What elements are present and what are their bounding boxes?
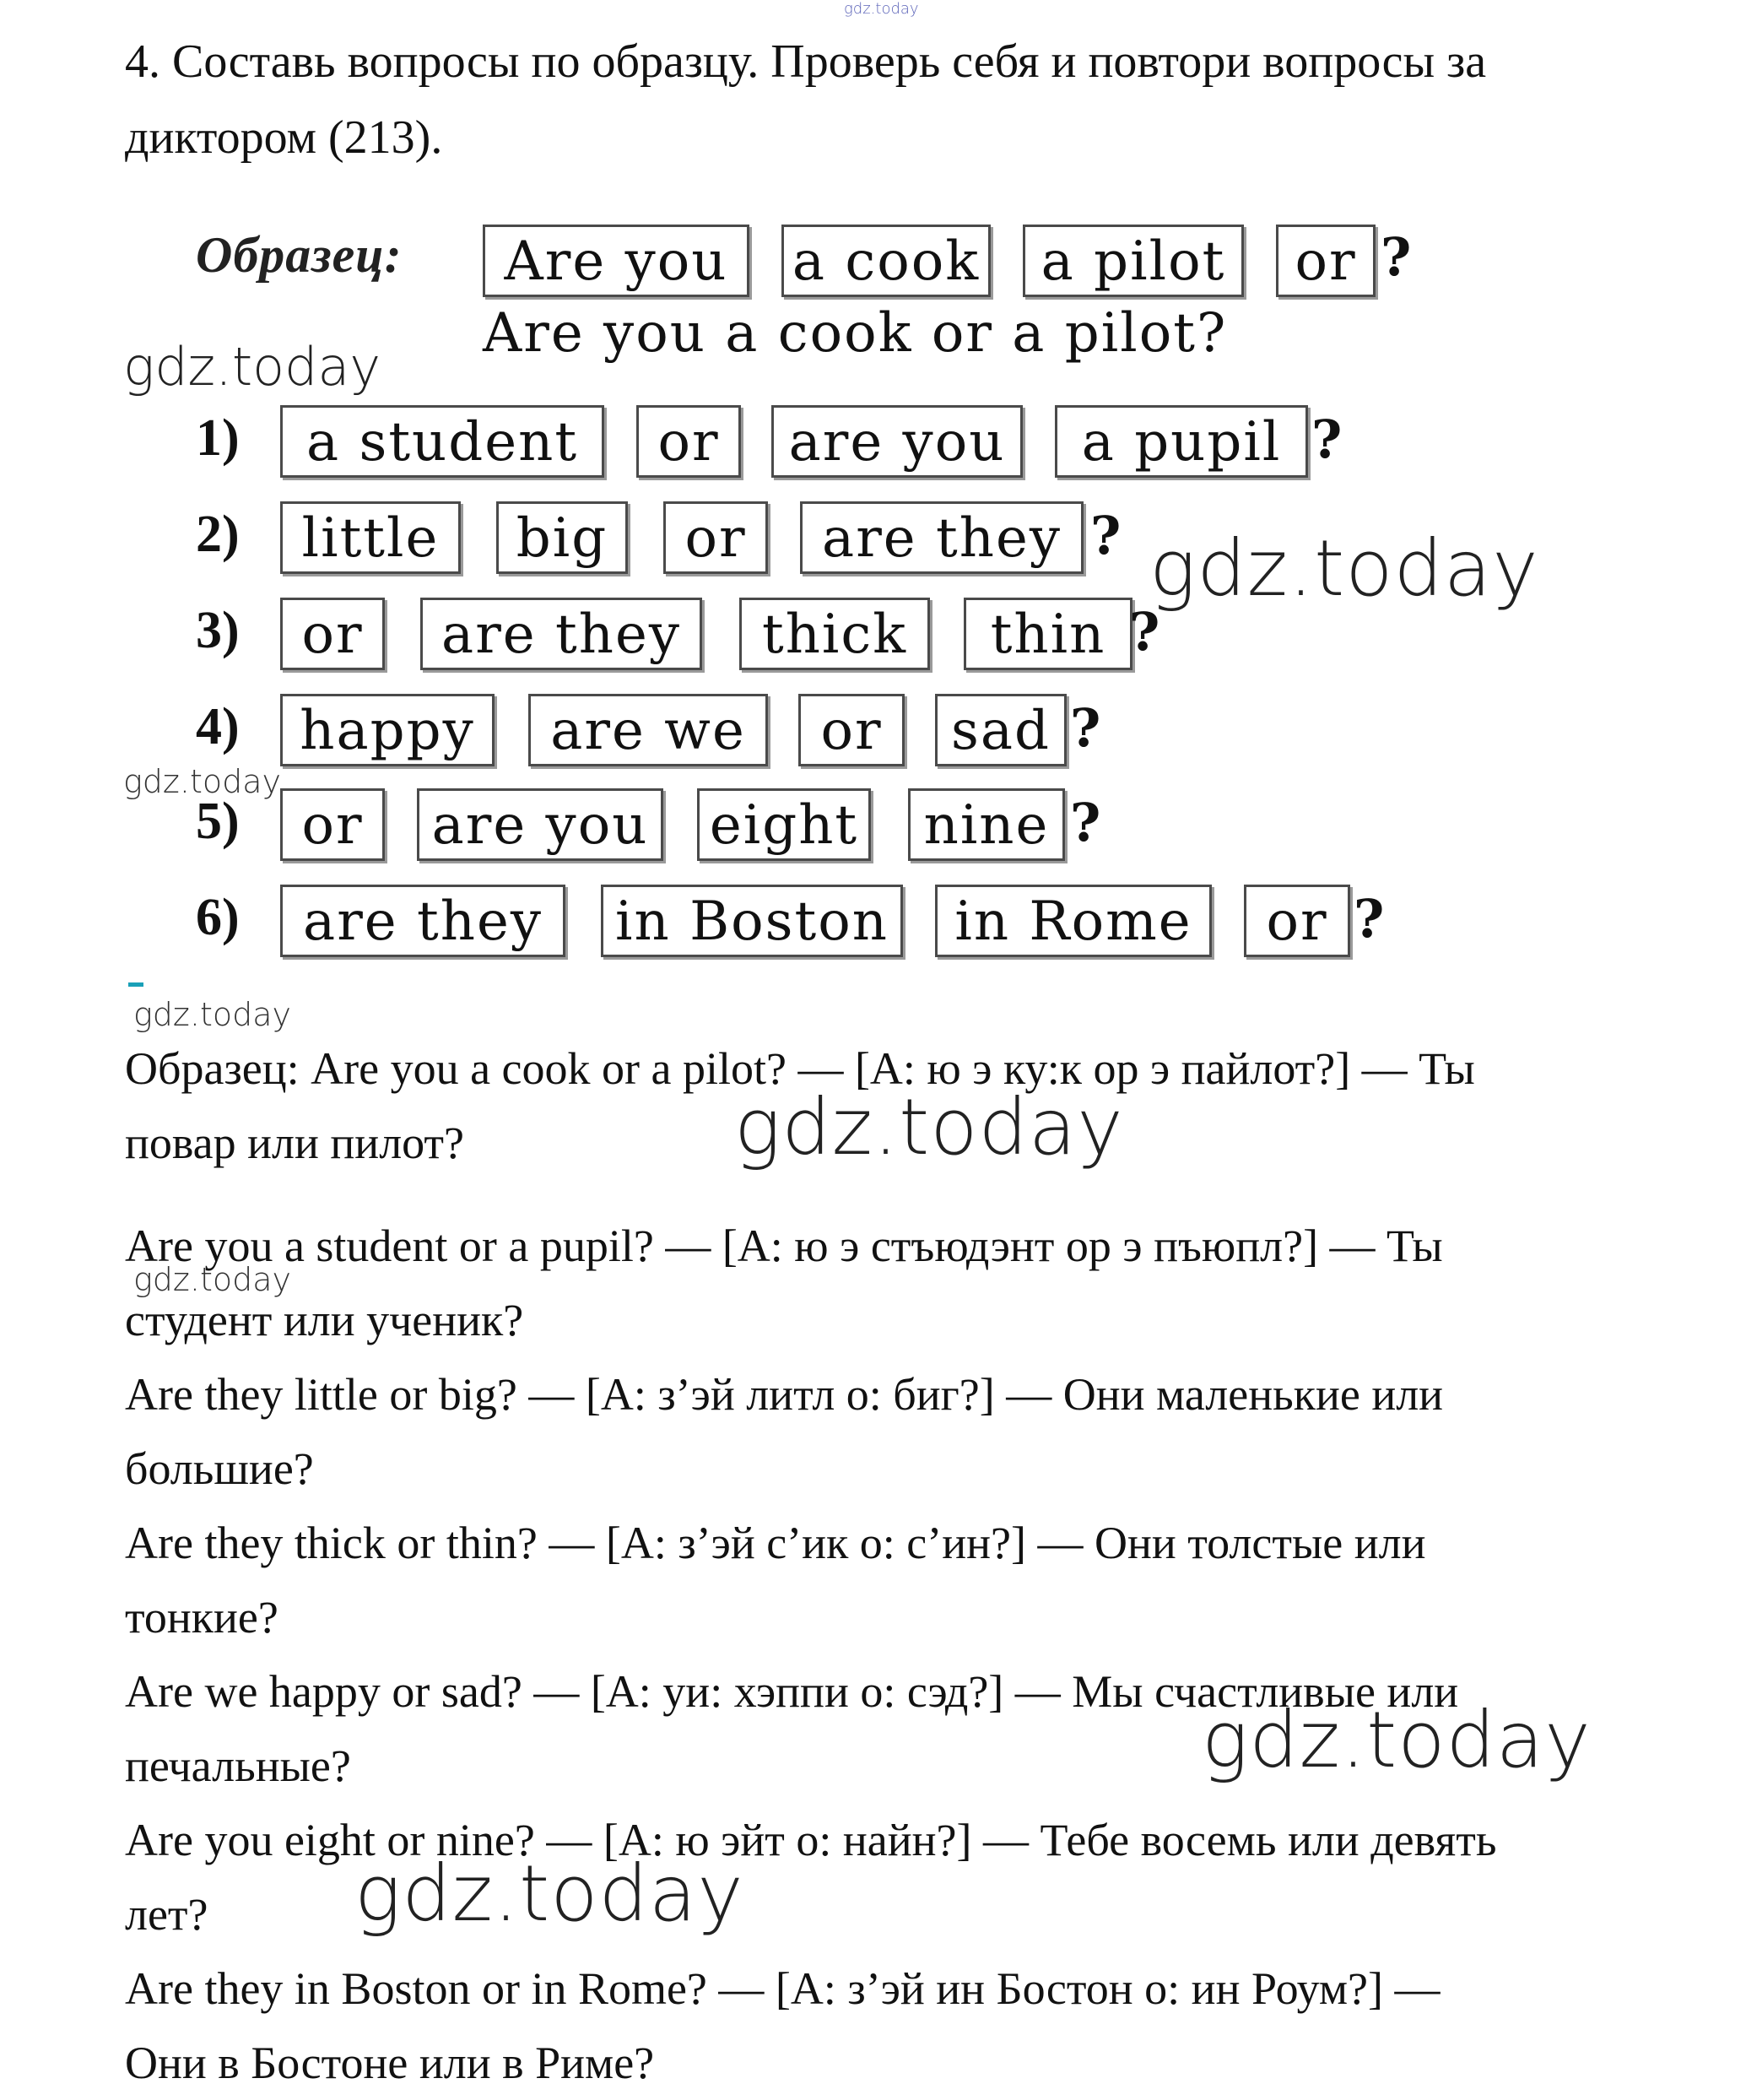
item-3-box-1: or	[280, 598, 385, 670]
item-6-box-2: in Boston	[601, 885, 903, 957]
item-2-number: 2)	[196, 506, 240, 563]
answer-3-line1: Are they thick or thin? — [А: з’эй с’ик о: с’ин?] — Они толстые или	[125, 1518, 1426, 1568]
sample-box-3: a pilot	[1023, 225, 1244, 297]
watermark-top: gdz.today	[844, 0, 919, 18]
answer-3-line2: тонкие?	[125, 1592, 278, 1643]
task-heading-line1: 4. Составь вопросы по образцу. Проверь себя и повтори вопросы за	[125, 35, 1487, 88]
watermark-1: gdz.today	[123, 336, 381, 398]
item-2-box-1: little	[280, 501, 461, 574]
item-3-box-4: thin	[964, 598, 1132, 670]
answer-1-line1: Are you a student or a pupil? — [А: ю э стъюдэнт ор э пъюпл?] — Ты	[125, 1220, 1443, 1271]
item-2-box-2: big	[496, 501, 628, 574]
answer-4-line2: печальные?	[125, 1740, 351, 1791]
item-4-box-3: or	[798, 694, 905, 766]
item-5-box-3: eight	[697, 788, 871, 861]
answer-5-line2: лет?	[125, 1889, 208, 1940]
item-4-box-2: are we	[528, 694, 768, 766]
answer-2-line1: Are they little or big? — [А: з’эй литл о: биг?] — Они маленькие или	[125, 1369, 1444, 1420]
item-3-number: 3)	[196, 602, 240, 659]
watermark-7: gdz.today	[1202, 1695, 1592, 1785]
item-5-box-4: nine	[908, 788, 1065, 861]
item-6-number: 6)	[196, 889, 240, 946]
item-2-question-mark: ?	[1090, 505, 1122, 566]
watermark-8: gdz.today	[354, 1848, 744, 1939]
answer-2-line2: большие?	[125, 1443, 314, 1494]
answer-0-line2: повар или пилот?	[125, 1118, 464, 1168]
watermark-5: gdz.today	[734, 1082, 1124, 1172]
answer-1-line2: студент или ученик?	[125, 1295, 524, 1345]
sample-box-1: Are you	[483, 225, 749, 297]
answer-6-line2: Они в Бостоне или в Риме?	[125, 2038, 655, 2088]
item-4-box-4: sad	[935, 694, 1067, 766]
scan-mark	[128, 982, 143, 987]
item-5-number: 5)	[196, 793, 240, 850]
watermark-6: gdz.today	[133, 1261, 291, 1298]
item-6-box-1: are they	[280, 885, 565, 957]
item-1-number: 1)	[196, 409, 240, 467]
item-4-box-1: happy	[280, 694, 495, 766]
item-2-box-4: are they	[800, 501, 1084, 574]
item-3-box-2: are they	[420, 598, 702, 670]
item-5-box-2: are you	[417, 788, 663, 861]
watermark-2: gdz.today	[1149, 523, 1539, 614]
item-1-box-4: a pupil	[1055, 405, 1308, 478]
answer-4-line1: Are we happy or sad? — [А: уи: хэппи о: сэд?] — Мы счастливые или	[125, 1666, 1459, 1717]
item-5-question-mark: ?	[1070, 792, 1101, 853]
answer-5-line1: Are you eight or nine? — [А: ю эйт о: найн?] — Тебе восемь или девять	[125, 1815, 1497, 1865]
item-2-box-3: or	[663, 501, 768, 574]
item-1-question-mark: ?	[1311, 409, 1343, 470]
item-6-box-3: in Rome	[935, 885, 1212, 957]
sample-box-4: or	[1276, 225, 1376, 297]
sample-label: Образец:	[196, 227, 403, 283]
sample-answer: Are you a cook or a pilot?	[483, 302, 1228, 365]
item-6-question-mark: ?	[1354, 888, 1385, 950]
item-1-box-3: are you	[771, 405, 1023, 478]
item-1-box-2: or	[636, 405, 741, 478]
answer-0-line1: Образец: Are you a cook or a pilot? — [А: ю э ку:к ор э пайлот?] — Ты	[125, 1043, 1475, 1094]
task-heading-line2: диктором (213).	[125, 111, 443, 164]
item-5-box-1: or	[280, 788, 385, 861]
sample-question-mark: ?	[1381, 226, 1412, 288]
item-3-question-mark: ?	[1129, 601, 1160, 663]
item-1-box-1: a student	[280, 405, 604, 478]
item-4-question-mark: ?	[1070, 697, 1101, 759]
answer-6-line1: Are they in Boston or in Rome? — [А: з’эй ин Бостон о: ин Роум?] —	[125, 1963, 1441, 2014]
item-3-box-3: thick	[739, 598, 930, 670]
item-4-number: 4)	[196, 698, 240, 755]
item-6-box-4: or	[1244, 885, 1350, 957]
watermark-3: gdz.today	[123, 763, 281, 800]
watermark-4: gdz.today	[133, 996, 291, 1033]
sample-box-2: a cook	[781, 225, 991, 297]
